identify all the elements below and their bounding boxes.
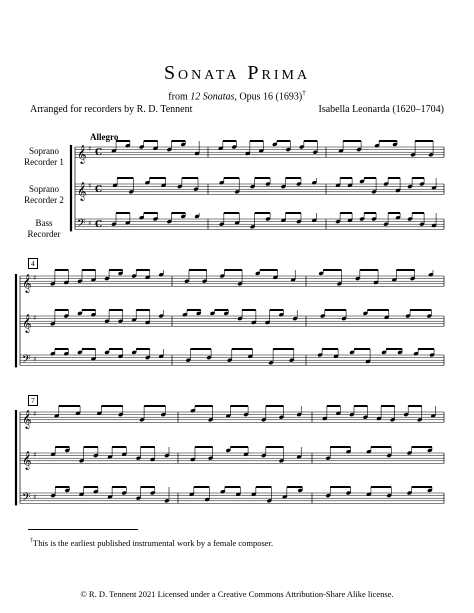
footnote	[30, 538, 273, 548]
footnote-rule	[28, 529, 138, 530]
license-footer: © R. D. Tennent 2021 Licensed under a Creative Commons Attribution-Share Alike license.	[80, 589, 394, 599]
sharp-icon: ♯	[33, 409, 37, 418]
measure-number-4: 4	[28, 258, 38, 269]
treble-clef-icon: 𝄞	[22, 409, 32, 429]
arranger-credit: Arranged for recorders by R. D. Tennent	[30, 104, 193, 115]
treble-clef-icon: 𝄞	[77, 181, 87, 201]
sharp-icon: ♯	[88, 181, 92, 190]
instrument-label-line1: Soprano	[29, 146, 59, 156]
sharp-icon: ♯	[33, 493, 37, 502]
sharp-icon: ♯	[33, 355, 37, 364]
subtitle-suffix: , Opus 16 (1693)	[234, 91, 303, 103]
instrument-label-line2: Recorder 2	[24, 194, 64, 205]
sharp-icon: ♯	[33, 450, 37, 459]
piece-title: Sonata Prima	[163, 62, 311, 84]
sharp-icon: ♯	[33, 313, 37, 322]
tempo-marking: Allegro	[90, 132, 119, 142]
time-signature: C	[95, 147, 103, 158]
time-signature: C	[95, 219, 103, 230]
bass-clef-icon: 𝄢	[22, 491, 31, 507]
treble-clef-icon: 𝄞	[22, 450, 32, 470]
instrument-label-line1: Bass	[35, 218, 53, 228]
measure-number-7: 7	[28, 395, 38, 406]
treble-clef-icon: 𝄞	[22, 273, 32, 293]
sharp-icon: ♯	[88, 144, 92, 153]
composer-credit: Isabella Leonarda (1620–1704)	[318, 104, 444, 115]
instrument-label-line2: Recorder	[27, 228, 61, 239]
bass-clef-icon: 𝄢	[22, 353, 31, 369]
footnote-text: This is the earliest published instrumental work by a female composer.	[33, 538, 274, 548]
sharp-icon: ♯	[88, 219, 92, 228]
treble-clef-icon: 𝄞	[22, 313, 32, 333]
footnote-mark: †	[30, 538, 33, 545]
subtitle-prefix: from	[168, 91, 191, 103]
bass-clef-icon: 𝄢	[77, 217, 86, 233]
instrument-label-line2: Recorder 1	[24, 156, 64, 167]
sharp-icon: ♯	[33, 273, 37, 282]
score-systems	[16, 141, 444, 506]
subtitle-footnote-mark: †	[302, 89, 306, 97]
subtitle-work: 12 Sonatas	[190, 91, 235, 103]
instrument-label-line1: Soprano	[29, 184, 59, 194]
treble-clef-icon: 𝄞	[77, 144, 87, 164]
time-signature: C	[95, 184, 103, 195]
